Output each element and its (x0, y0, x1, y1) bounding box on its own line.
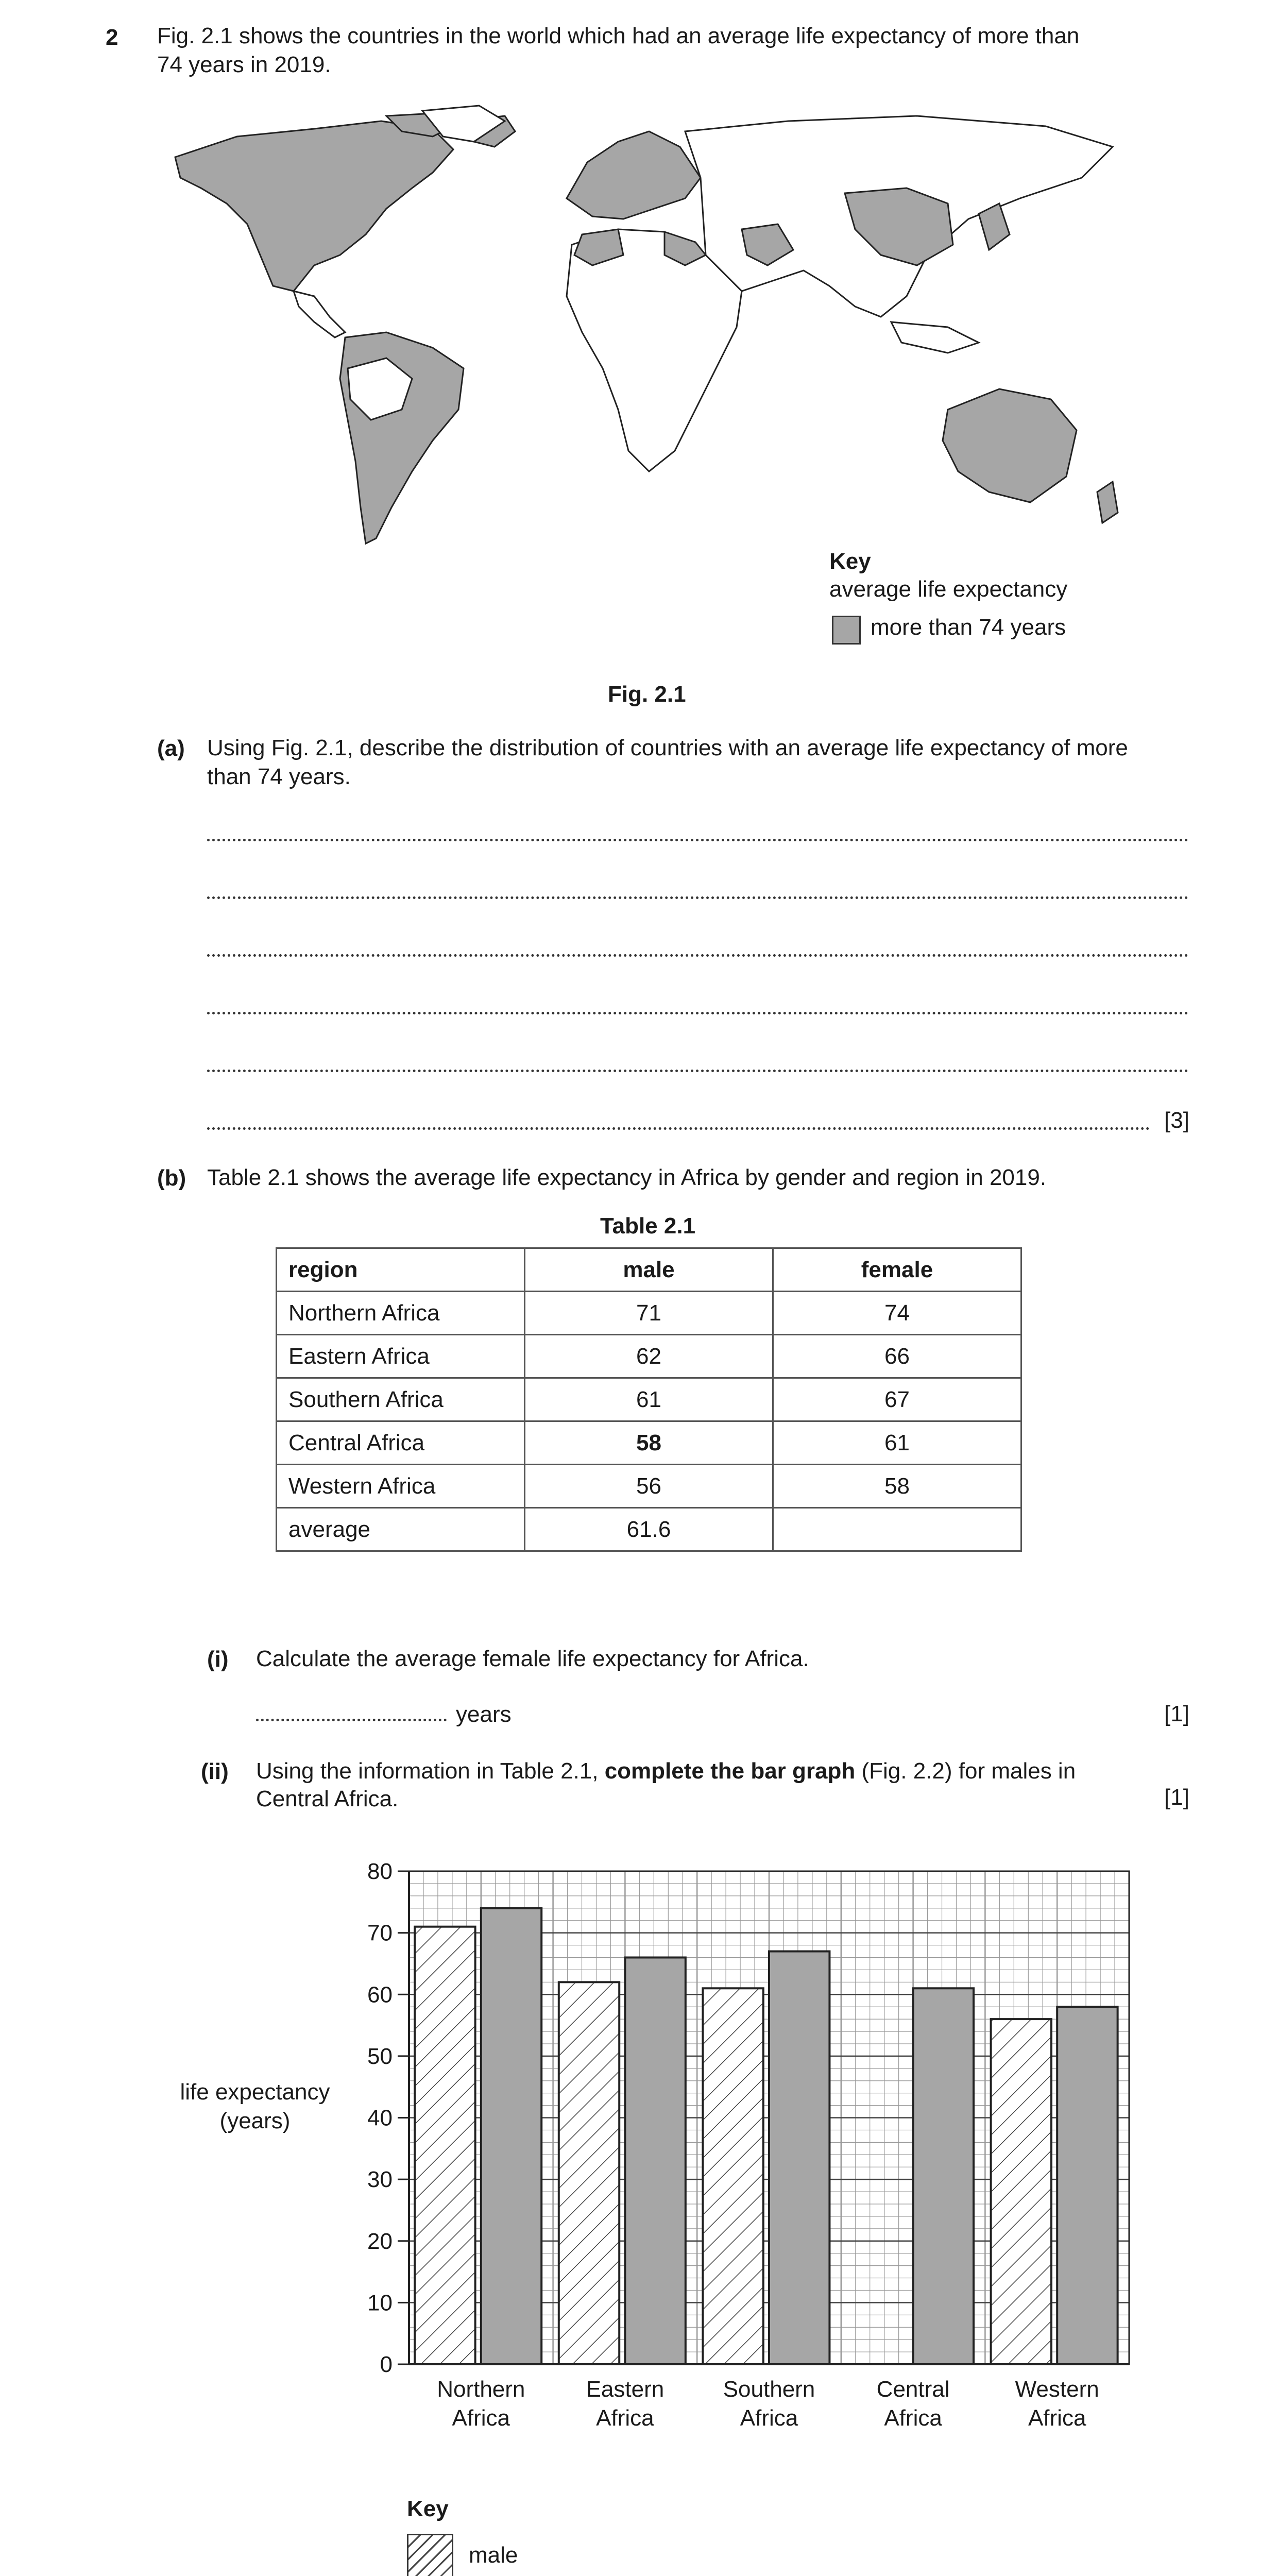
part-i-text: Calculate the average female life expectancy for Africa. (256, 1646, 809, 1671)
table-cell-region: Northern Africa (277, 1292, 525, 1335)
table-cell-region: Central Africa (277, 1421, 525, 1465)
x-tick-label: Africa (1028, 2405, 1086, 2431)
bar-female (769, 1952, 829, 2364)
map-key-item: more than 74 years (871, 615, 1066, 640)
y-tick-label: 10 (367, 2290, 393, 2316)
table-cell-region: Southern Africa (277, 1378, 525, 1421)
x-tick-label: Africa (452, 2405, 510, 2431)
x-tick-label: Western (1015, 2377, 1099, 2402)
x-tick-label: Central (876, 2377, 950, 2402)
y-tick-label: 70 (367, 1920, 393, 1946)
part-i-label: (i) (207, 1647, 229, 1672)
chart-key-male-label: male (469, 2543, 518, 2568)
chart-key-male-swatch (407, 2534, 453, 2576)
bar-female (625, 1957, 685, 2364)
chart-key-title: Key (407, 2496, 449, 2521)
table-cell-region: Western Africa (277, 1465, 525, 1508)
table-cell-region: average (277, 1508, 525, 1551)
table-2-1-title: Table 2.1 (600, 1213, 696, 1239)
part-ii-text-a: Using the information in Table 2.1, (256, 1758, 599, 1784)
table-header-region: region (277, 1248, 525, 1292)
x-tick-label: Eastern (586, 2377, 664, 2402)
part-a-text-line2: than 74 years. (207, 764, 351, 789)
part-i-unit: years (456, 1702, 512, 1727)
table-cell-female: 67 (773, 1378, 1021, 1421)
table-header-male: male (525, 1248, 773, 1292)
table-cell-female: 74 (773, 1292, 1021, 1335)
bar-male (559, 1982, 619, 2364)
table-cell-male: 61.6 (525, 1508, 773, 1551)
map-key-title: Key (829, 549, 871, 574)
part-a-marks: [3] (1164, 1108, 1189, 1133)
table-cell-region: Eastern Africa (277, 1335, 525, 1378)
question-number: 2 (106, 25, 118, 50)
table-header-female: female (773, 1248, 1021, 1292)
x-tick-label: Northern (437, 2377, 525, 2402)
x-tick-label: Africa (884, 2405, 942, 2431)
chart-ylabel-line2: (years) (219, 2108, 291, 2133)
question-intro-line1: Fig. 2.1 shows the countries in the world which had an average life expectancy of more than (157, 23, 1080, 48)
part-ii-text-line2: Central Africa. (256, 1786, 399, 1811)
table-cell-male: 61 (525, 1378, 773, 1421)
table-cell-female: 66 (773, 1335, 1021, 1378)
y-tick-label: 50 (367, 2043, 393, 2069)
x-tick-label: Africa (740, 2405, 798, 2431)
y-tick-label: 60 (367, 1982, 393, 2008)
part-a-text-line1: Using Fig. 2.1, describe the distribution of countries with an average life expectancy of more (207, 735, 1128, 760)
table-cell-male: 62 (525, 1335, 773, 1378)
bar-female (1057, 2007, 1117, 2364)
question-intro-line2: 74 years in 2019. (157, 52, 331, 77)
x-tick-label: Africa (596, 2405, 654, 2431)
fig-2-1-caption: Fig. 2.1 (608, 682, 686, 707)
part-a-label: (a) (157, 736, 185, 761)
y-tick-label: 20 (367, 2228, 393, 2254)
part-b-label: (b) (157, 1165, 186, 1191)
bar-male (703, 1988, 763, 2364)
y-tick-label: 80 (367, 1859, 393, 1884)
x-tick-label: Southern (723, 2377, 815, 2402)
table-cell-female: 58 (773, 1465, 1021, 1508)
part-ii-marks: [1] (1164, 1785, 1189, 1810)
table-cell-male: 56 (525, 1465, 773, 1508)
table-cell-male: 71 (525, 1292, 773, 1335)
part-ii-label: (ii) (201, 1759, 229, 1784)
table-cell-female: 61 (773, 1421, 1021, 1465)
chart-ylabel-line1: life expectancy (180, 2079, 330, 2105)
bar-female (481, 1908, 541, 2364)
bar-male (991, 2019, 1051, 2364)
y-tick-label: 0 (380, 2352, 393, 2377)
map-key-subtitle: average life expectancy (829, 577, 1068, 602)
part-i-marks: [1] (1164, 1701, 1189, 1726)
part-ii-text-b: complete the bar graph (604, 1758, 856, 1784)
bar-male (415, 1927, 475, 2364)
bar-female (913, 1988, 974, 2364)
table-cell-male: 58 (525, 1421, 773, 1465)
y-tick-label: 40 (367, 2105, 393, 2131)
part-ii-text-c: (Fig. 2.2) for males in (861, 1758, 1076, 1784)
y-tick-label: 30 (367, 2167, 393, 2193)
part-b-text: Table 2.1 shows the average life expectancy in Africa by gender and region in 2019. (207, 1165, 1047, 1190)
